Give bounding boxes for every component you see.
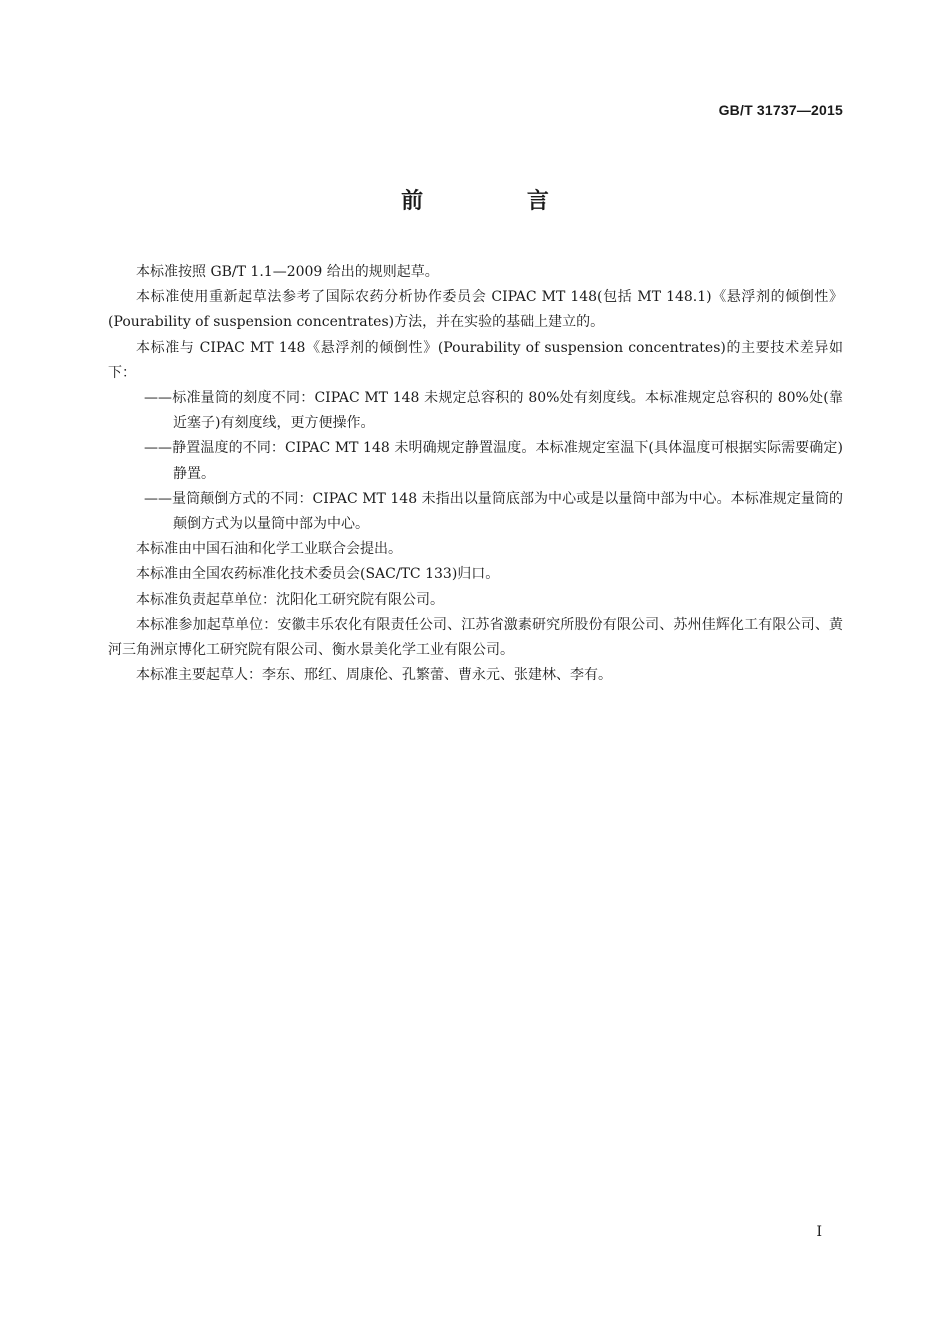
paragraph-participating-drafters: 本标准参加起草单位：安徽丰乐农化有限责任公司、江苏省激素研究所股份有限公司、苏州佳辉化工有限公司、黄河三角洲京博化工研究院有限公司、衡水景美化学工业有限公司。 (108, 616, 843, 659)
paragraph-lead-drafter: 本标准负责起草单位：沈阳化工研究院有限公司。 (136, 591, 444, 608)
difference-item-inversion: ——量筒颠倒方式的不同：CIPAC MT 148 未指出以量筒底部为中心或是以量筒中部为中心。本标准规定量筒的颠倒方式为以量筒中部为中心。 (144, 490, 843, 533)
paragraph-under-jurisdiction: 本标准由全国农药标准化技术委员会(SAC/TC 133)归口。 (136, 566, 500, 583)
paragraph-differences-intro: 本标准与 CIPAC MT 148《悬浮剂的倾倒性》(Pourability of suspension concentrates)的主要技术差异如下： (108, 339, 843, 381)
paragraph-proposed-by: 本标准由中国石油和化学工业联合会提出。 (136, 541, 402, 558)
difference-item-graduation: ——标准量筒的刻度不同：CIPAC MT 148 未规定总容积的 80%处有刻度线。本标准规定总容积的 80%处(靠近塞子)有刻度线，更方便操作。 (144, 390, 843, 432)
paragraph-reference-method: 本标准使用重新起草法参考了国际农药分析协作委员会 CIPAC MT 148(包括 MT 148.1)《悬浮剂的倾倒性》(Pourability of suspension concentrates)方法，并在实验的基础上建立的。 (108, 289, 843, 331)
standard-code: GB/T 31737—2015 (718, 102, 843, 118)
paragraph-main-drafters: 本标准主要起草人：李东、邢红、周康伦、孔繁蕾、曹永元、张建林、李有。 (136, 667, 612, 684)
page-title: 前 言 (401, 189, 597, 214)
page-number: I (816, 1224, 822, 1240)
difference-item-temperature: ——静置温度的不同：CIPAC MT 148 未明确规定静置温度。本标准规定室温下(具体温度可根据实际需要确定)静置。 (144, 440, 843, 482)
paragraph-drafting-rules: 本标准按照 GB/T 1.1—2009 给出的规则起草。 (136, 264, 439, 280)
foreword-body (108, 260, 843, 688)
